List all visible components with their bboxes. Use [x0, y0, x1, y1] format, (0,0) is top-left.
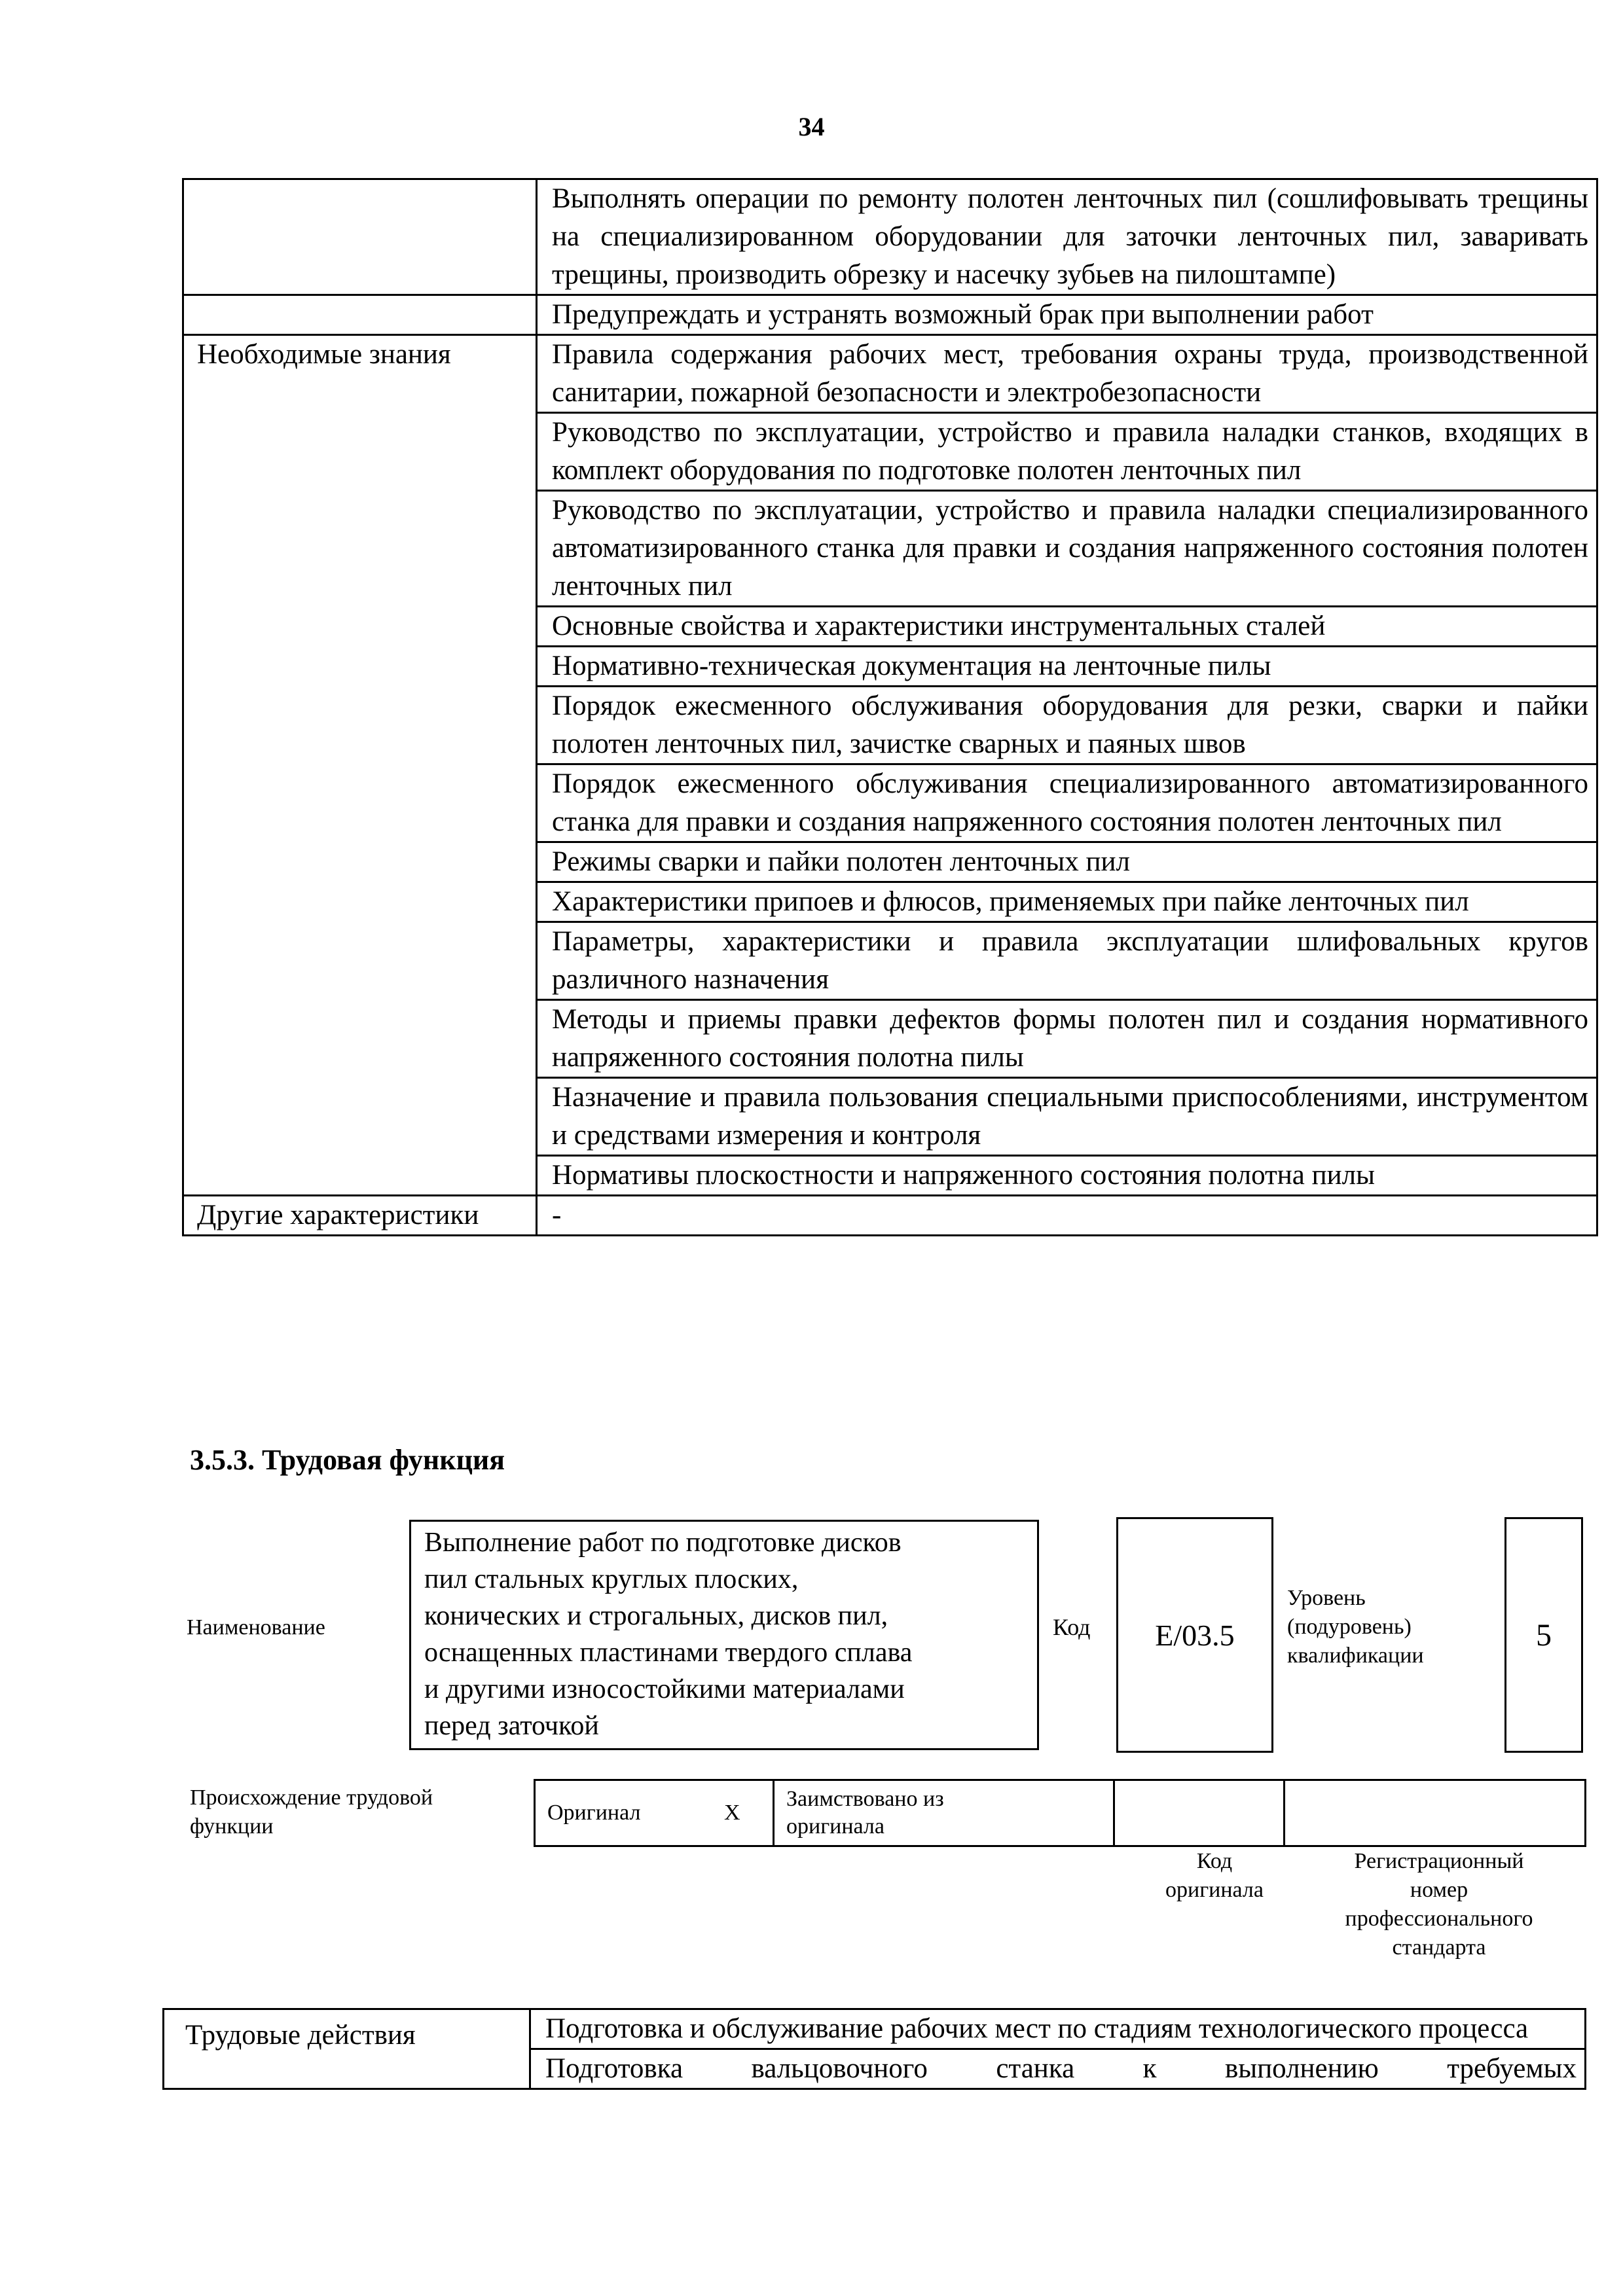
table-row: [535, 1780, 1586, 1846]
knowledge-item: Режимы сварки и пайки полотен ленточных пил: [537, 842, 1597, 882]
reg-number-line: профессионального: [1345, 1907, 1533, 1931]
page-number: 34: [798, 112, 825, 141]
level-label: [1287, 1584, 1424, 1670]
reg-number-line: номер: [1410, 1878, 1468, 1902]
level-label-line: квалификации: [1287, 1643, 1424, 1668]
empty-cell: [183, 179, 537, 295]
function-name-line: Выполнение работ по подготовке дисков: [424, 1528, 902, 1558]
skill-item: Выполнять операции по ремонту полотен ленточных пил (сошлифовывать трещины на специализированном оборудовании для заточки ленточных пил, заваривать трещины, производить обрезку и насечку зубьев на пилоштампе): [537, 179, 1597, 295]
table-row: [164, 2009, 1586, 2049]
knowledge-label: Необходимые знания: [183, 335, 537, 1196]
code-original-label: [1126, 1847, 1303, 1905]
knowledge-item: Параметры, характеристики и правила эксплуатации шлифовальных кругов различного назначения: [537, 922, 1597, 1000]
table-row: [183, 179, 1597, 295]
knowledge-item: Основные свойства и характеристики инструментальных сталей: [537, 607, 1597, 647]
code-original-line: Код: [1196, 1849, 1233, 1873]
origin-label: [190, 1784, 433, 1841]
table-row: [183, 295, 1597, 335]
knowledge-item: Назначение и правила пользования специальными приспособлениями, инструментом и средствами измерения и контроля: [537, 1078, 1597, 1156]
other-value: -: [537, 1196, 1597, 1236]
knowledge-item: Руководство по эксплуатации, устройство и правила наладки станков, входящих в комплект оборудования по подготовке полотен ленточных пил: [537, 413, 1597, 491]
knowledge-item: Правила содержания рабочих мест, требования охраны труда, производственной санитарии, пожарной безопасности и электробезопасности: [537, 335, 1597, 413]
name-label: Наименование: [187, 1615, 325, 1640]
function-code: E/03.5: [1116, 1517, 1273, 1753]
function-name-line: перед заточкой: [424, 1711, 599, 1741]
origin-table: [534, 1779, 1586, 1847]
reg-number-line: Регистрационный: [1354, 1849, 1524, 1873]
level-label-line: Уровень: [1287, 1586, 1366, 1610]
knowledge-item: Методы и приемы правки дефектов формы полотен пил и создания нормативного напряженного состояния полотна пилы: [537, 1000, 1597, 1078]
function-name-line: пил стальных круглых плоских,: [424, 1564, 799, 1594]
knowledge-table: [182, 178, 1598, 1236]
table-row: [183, 335, 1597, 413]
original-label: Оригинал: [535, 1780, 692, 1846]
knowledge-item: Характеристики припоев и флюсов, применяемых при пайке ленточных пил: [537, 882, 1597, 922]
action-item: Подготовка и обслуживание рабочих мест по стадиям технологического процесса: [530, 2009, 1586, 2049]
reg-number-line: стандарта: [1392, 1935, 1486, 1960]
borrowed-label-line: Заимствовано из: [786, 1787, 944, 1811]
empty-cell: [183, 295, 537, 335]
knowledge-item: Порядок ежесменного обслуживания специализированного автоматизированного станка для правки и создания напряженного состояния полотен ленточных пил: [537, 764, 1597, 842]
function-name-line: и другими износостойкими материалами: [424, 1674, 905, 1704]
qualification-level: 5: [1504, 1517, 1583, 1753]
code-original-cell: [1114, 1780, 1285, 1846]
origin-label-line: Происхождение трудовой: [190, 1785, 433, 1810]
borrowed-label-line: оригинала: [786, 1814, 884, 1839]
knowledge-item: Порядок ежесменного обслуживания оборудования для резки, сварки и пайки полотен ленточных пил, зачистке сварных и паяных швов: [537, 687, 1597, 764]
actions-label: Трудовые действия: [164, 2009, 530, 2089]
reg-number-label: [1302, 1847, 1577, 1962]
knowledge-item: Нормативы плоскостности и напряженного состояния полотна пилы: [537, 1156, 1597, 1196]
function-name-box: [409, 1520, 1039, 1750]
origin-label-line: функции: [190, 1814, 274, 1839]
knowledge-item: Руководство по эксплуатации, устройство и правила наладки специализированного автоматизированного станка для правки и создания напряженного состояния полотен ленточных пил: [537, 491, 1597, 607]
action-item: Подготовка вальцовочного станка к выполнению требуемых: [530, 2049, 1586, 2089]
skill-item: Предупреждать и устранять возможный брак при выполнении работ: [537, 295, 1597, 335]
function-name-line: оснащенных пластинами твердого сплава: [424, 1638, 913, 1668]
other-label: Другие характеристики: [183, 1196, 537, 1236]
table-row: [183, 1196, 1597, 1236]
code-label: Код: [1053, 1614, 1091, 1640]
code-original-line: оригинала: [1165, 1878, 1264, 1902]
section-title: 3.5.3. Трудовая функция: [190, 1444, 505, 1476]
borrowed-label: [774, 1780, 1114, 1846]
function-name-line: конических и строгальных, дисков пил,: [424, 1601, 888, 1631]
level-label-line: (подуровень): [1287, 1615, 1412, 1639]
knowledge-item: Нормативно-техническая документация на ленточные пилы: [537, 647, 1597, 687]
actions-table: [162, 2008, 1586, 2090]
original-mark: X: [692, 1780, 774, 1846]
reg-number-cell: [1285, 1780, 1586, 1846]
